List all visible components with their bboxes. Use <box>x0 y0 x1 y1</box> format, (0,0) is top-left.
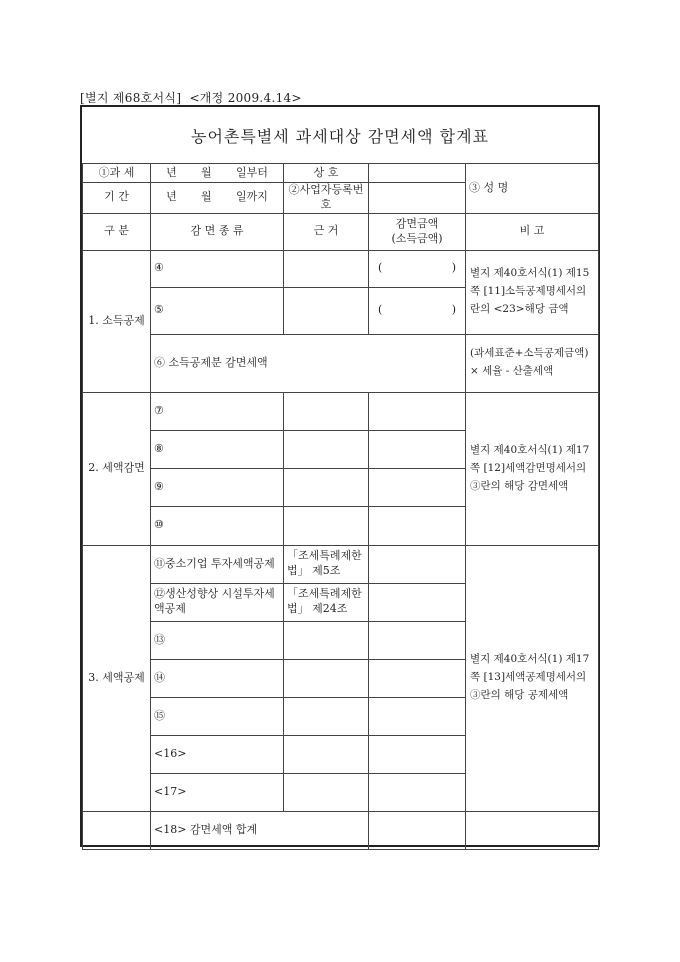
col-type: 감 면 종 류 <box>151 213 284 250</box>
row-13-amount[interactable] <box>369 621 466 659</box>
section-tax-reduction: 2. 세액감면 <box>83 392 151 545</box>
tax-form <box>80 105 600 847</box>
name-cell[interactable] <box>466 164 599 214</box>
row-17-amount[interactable] <box>369 773 466 811</box>
row-4-amount[interactable]: ( ) <box>369 250 466 287</box>
form-table <box>82 163 599 850</box>
row-17-type: <17> <box>151 773 284 811</box>
row-7-type: ⑦ <box>151 392 284 430</box>
row-5-amount[interactable]: ( ) <box>369 287 466 334</box>
row-9-type: ⑨ <box>151 468 284 506</box>
row-9-basis[interactable] <box>284 468 369 506</box>
row-16-basis[interactable] <box>284 735 369 773</box>
form-title: 농어촌특별세 과세대상 감면세액 합계표 <box>190 126 489 146</box>
row-4-type: ④ <box>151 250 284 287</box>
form-caption <box>80 89 306 106</box>
period-from[interactable]: 년 월 일부터 <box>151 164 284 183</box>
form-number: [별지 제68호서식] <box>80 91 182 105</box>
total-amount[interactable] <box>369 811 466 849</box>
revision-date: <개정 2009.4.14> <box>189 91 302 105</box>
trade-name-field[interactable] <box>369 164 466 183</box>
row-12-type: ⑫생산성향상 시설투자세액공제 <box>151 583 284 621</box>
total-category <box>83 811 151 849</box>
period-label-2: 기 간 <box>83 183 151 214</box>
row-11-amount[interactable] <box>369 545 466 583</box>
section-income-deduction: 1. 소득공제 <box>83 250 151 392</box>
row-10-basis[interactable] <box>284 506 369 545</box>
section1-formula: (과세표준+소득공제금액) × 세율 - 산출세액 <box>466 334 599 392</box>
row-8-amount[interactable] <box>369 430 466 468</box>
row-15-basis[interactable] <box>284 697 369 735</box>
col-amount: 감면금액 (소득금액) <box>369 213 466 250</box>
row-5-type: ⑤ <box>151 287 284 334</box>
col-category: 구 분 <box>83 213 151 250</box>
row-9-amount[interactable] <box>369 468 466 506</box>
col-basis: 근 거 <box>284 213 369 250</box>
period-label: ①과 세 <box>83 164 151 183</box>
row-8-basis[interactable] <box>284 430 369 468</box>
row-13-type: ⑬ <box>151 621 284 659</box>
row-7-amount[interactable] <box>369 392 466 430</box>
business-no-label: ②사업자등록번호 <box>284 183 369 214</box>
row-7-basis[interactable] <box>284 392 369 430</box>
period-to[interactable]: 년 월 일까지 <box>151 183 284 214</box>
row-14-type: ⑭ <box>151 659 284 697</box>
total-remarks <box>466 811 599 849</box>
row-12-amount[interactable] <box>369 583 466 621</box>
row-6-type: ⑥ 소득공제분 감면세액 <box>151 334 466 392</box>
row-16-amount[interactable] <box>369 735 466 773</box>
row-11-basis: 「조세특례제한법」 제5조 <box>284 545 369 583</box>
row-14-amount[interactable] <box>369 659 466 697</box>
row-5-basis[interactable] <box>284 287 369 334</box>
row-11-type: ⑪중소기업 투자세액공제 <box>151 545 284 583</box>
row-10-amount[interactable] <box>369 506 466 545</box>
business-no-field[interactable] <box>369 183 466 214</box>
row-12-basis: 「조세특례제한법」 제24조 <box>284 583 369 621</box>
section1-note: 별지 제40호서식(1) 제15쪽 [11]소득공제명세서의란의 <23>해당 금액 <box>466 250 599 334</box>
row-16-type: <16> <box>151 735 284 773</box>
section2-note: 별지 제40호서식(1) 제17쪽 [12]세액감면명세서의 ③란의 해당 감면세액 <box>466 392 599 545</box>
row-13-basis[interactable] <box>284 621 369 659</box>
section-tax-credit: 3. 세액공제 <box>83 545 151 811</box>
row-15-type: ⑮ <box>151 697 284 735</box>
row-15-amount[interactable] <box>369 697 466 735</box>
row-4-basis[interactable] <box>284 250 369 287</box>
row-8-type: ⑧ <box>151 430 284 468</box>
col-remarks: 비 고 <box>466 213 599 250</box>
trade-name-label: 상 호 <box>284 164 369 183</box>
row-10-type: ⑩ <box>151 506 284 545</box>
section3-note: 별지 제40호서식(1) 제17쪽 [13]세액공제명세서의 ③란의 해당 공제세액 <box>466 545 599 811</box>
row-17-basis[interactable] <box>284 773 369 811</box>
name-label: ③ 성 명 <box>469 180 509 194</box>
row-14-basis[interactable] <box>284 659 369 697</box>
total-label: <18> 감면세액 합계 <box>151 811 369 849</box>
